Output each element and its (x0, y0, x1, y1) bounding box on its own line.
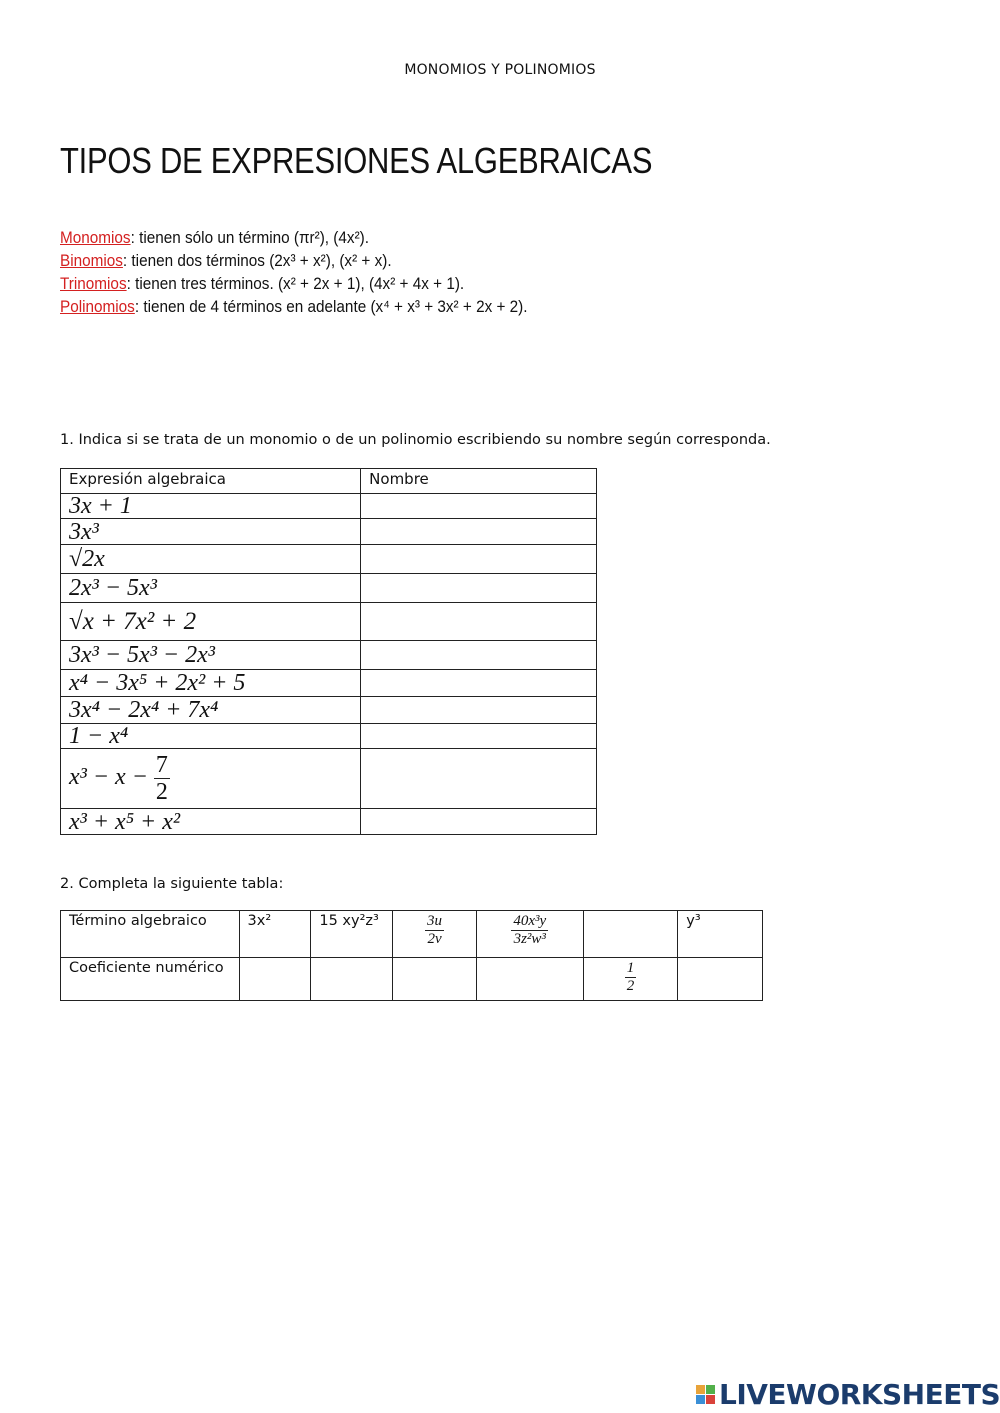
answer-cell[interactable] (361, 670, 597, 697)
fraction-denominator: 2v (427, 931, 442, 947)
coef-cell (583, 958, 678, 1001)
expression-cell: 3x + 1 (61, 494, 361, 519)
expression-cell: 3x⁴ − 2x⁴ + 7x⁴ (61, 697, 361, 724)
answer-cell[interactable] (361, 697, 597, 724)
definition-polinomios (60, 295, 528, 318)
definition-trinomios (60, 272, 528, 295)
expression-text: x³ − x − (69, 764, 148, 791)
col-name-header: Nombre (361, 469, 597, 494)
exercise1-table (60, 468, 597, 835)
definition-text: : tienen de 4 términos en adelante (x⁴ + x³ + 3x² + 2x + 2). (134, 297, 528, 316)
logo-grid-icon (696, 1385, 715, 1404)
fraction (425, 913, 444, 948)
fraction-numerator: 7 (155, 752, 168, 778)
answer-cell[interactable] (361, 724, 597, 749)
answer-cell[interactable] (361, 749, 597, 809)
answer-cell[interactable] (361, 519, 597, 545)
term-cell: 3x² (239, 911, 311, 958)
term-answer-cell[interactable] (583, 911, 678, 958)
answer-cell[interactable] (361, 603, 597, 641)
definition-text: : tienen sólo un término (πr²), (4x²). (130, 228, 370, 247)
row-label: Coeficiente numérico (61, 958, 240, 1001)
answer-cell[interactable] (361, 574, 597, 603)
term-cell (393, 911, 477, 958)
fraction (511, 913, 548, 948)
table-row (61, 809, 597, 835)
definition-text: : tienen dos términos (2x³ + x²), (x² + x). (122, 251, 392, 270)
expression-cell: √2x (61, 545, 361, 574)
expression-cell: 2x³ − 5x³ (61, 574, 361, 603)
fraction-denominator: 2 (626, 978, 635, 994)
coef-answer-cell[interactable] (678, 958, 763, 1001)
expression-cell: 1 − x⁴ (61, 724, 361, 749)
expression-cell: √x + 7x² + 2 (61, 603, 361, 641)
term-cell: y³ (678, 911, 763, 958)
fraction (625, 960, 637, 995)
fraction-denominator: 2 (155, 779, 168, 805)
fraction-numerator: 40x³y (513, 913, 547, 929)
expression-cell: x⁴ − 3x⁵ + 2x² + 5 (61, 670, 361, 697)
expression-cell: x³ + x⁵ + x² (61, 809, 361, 835)
definition-term: Monomios (60, 228, 131, 247)
answer-cell[interactable] (361, 641, 597, 670)
fraction-numerator: 1 (626, 960, 635, 976)
answer-cell[interactable] (361, 494, 597, 519)
table-header-row (61, 469, 597, 494)
exercise2-table (60, 910, 763, 1001)
page-header: MONOMIOS Y POLINOMIOS (404, 62, 596, 78)
fraction-denominator: 3z²w³ (513, 931, 546, 947)
col-expression-header: Expresión algebraica (61, 469, 361, 494)
expression-cell: 3x³ − 5x³ − 2x³ (61, 641, 361, 670)
row-label: Término algebraico (61, 911, 240, 958)
fraction (154, 752, 170, 805)
table-row (61, 641, 597, 670)
definition-term: Trinomios (60, 274, 127, 293)
table-row (61, 603, 597, 641)
expression-cell: 3x³ (61, 519, 361, 545)
exercise1-instruction: 1. Indica si se trata de un monomio o de un polinomio escribiendo su nombre según corresponda. (60, 432, 771, 448)
fraction-numerator: 3u (427, 913, 443, 929)
logo-text: LIVEWORKSHEETS (719, 1378, 1000, 1411)
answer-cell[interactable] (361, 809, 597, 835)
answer-cell[interactable] (361, 545, 597, 574)
table-row (61, 911, 763, 958)
page-title: TIPOS DE EXPRESIONES ALGEBRAICAS (60, 140, 653, 181)
coef-answer-cell[interactable] (476, 958, 583, 1001)
table-row (61, 958, 763, 1001)
term-cell: 15 xy²z³ (311, 911, 393, 958)
definition-term: Binomios (60, 251, 123, 270)
liveworksheets-logo[interactable] (696, 1378, 1000, 1411)
term-cell (476, 911, 583, 958)
expression-cell (61, 749, 361, 809)
table-row (61, 670, 597, 697)
exercise2-instruction: 2. Completa la siguiente tabla: (60, 876, 284, 892)
coef-answer-cell[interactable] (393, 958, 477, 1001)
definition-binomios (60, 249, 528, 272)
table-row (61, 519, 597, 545)
definitions-list (60, 226, 528, 318)
definition-monomios (60, 226, 528, 249)
table-row (61, 749, 597, 809)
table-row (61, 724, 597, 749)
table-row (61, 494, 597, 519)
table-row (61, 545, 597, 574)
coef-answer-cell[interactable] (311, 958, 393, 1001)
definition-text: : tienen tres términos. (x² + 2x + 1), (4x² + 4x + 1). (126, 274, 465, 293)
table-row (61, 697, 597, 724)
definition-term: Polinomios (60, 297, 135, 316)
table-row (61, 574, 597, 603)
coef-answer-cell[interactable] (239, 958, 311, 1001)
